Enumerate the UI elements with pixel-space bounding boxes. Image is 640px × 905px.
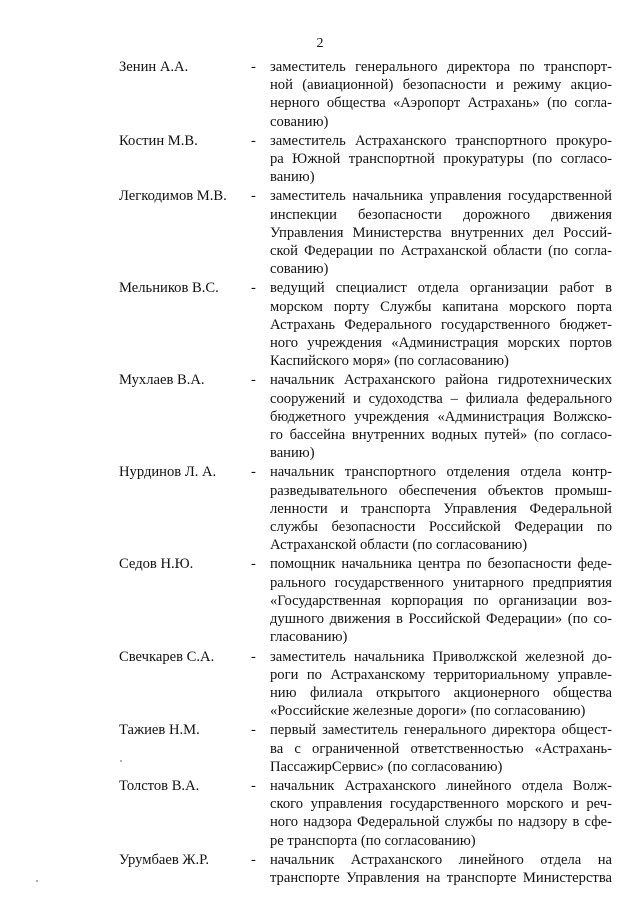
position-line: ской Федерации по Астраханской области (по согла-: [270, 243, 612, 260]
member-entry: [0, 187, 640, 278]
position-line: заместитель начальника управления государственной: [270, 188, 612, 205]
member-position: [270, 851, 612, 887]
position-line: начальник Астраханского линейного отдела Волж-: [270, 777, 612, 794]
position-line: «Российские железные дороги» (по согласованию): [270, 703, 586, 720]
position-line: сооружений и судоходства – филиала федерального: [270, 390, 612, 407]
member-name: Тажиев Н.М.: [119, 722, 200, 739]
position-line: ра Южной транспортной прокуратуры (по согласо-: [270, 151, 612, 168]
member-name: Мельников В.С.: [119, 280, 219, 297]
position-line: гласованию): [270, 629, 348, 646]
position-line: ванию): [270, 169, 315, 186]
position-line: заместитель Астраханского транспортного прокуро-: [270, 132, 612, 149]
position-line: начальник Астраханского линейного отдела на: [270, 851, 612, 868]
separator-dash: -: [251, 59, 256, 75]
member-list: [0, 58, 640, 888]
separator-dash: -: [251, 722, 256, 739]
member-name: Легкодимов М.В.: [119, 188, 227, 205]
member-entry: [0, 371, 640, 462]
member-position: [270, 132, 612, 187]
position-line: Каспийского моря» (по согласованию): [270, 353, 509, 370]
position-line: ленности и транспорта Управления Федеральной: [270, 500, 612, 517]
position-line: разведывательного обеспечения объектов промыш-: [270, 482, 612, 499]
position-line: душного движения в Российской Федерации» (по со-: [270, 611, 612, 628]
separator-dash: -: [251, 372, 256, 389]
position-line: бюджетного учреждения «Администрация Волжско-: [270, 408, 612, 425]
member-entry: [0, 648, 640, 721]
separator-dash: -: [251, 851, 256, 868]
position-line: ного учреждения «Администрация морских портов: [270, 335, 612, 352]
position-line: сованию): [270, 113, 329, 130]
position-line: инспекции безопасности дорожного движения: [270, 206, 612, 223]
position-line: ва с ограниченной ответственностью «Астрахань-: [270, 740, 612, 757]
member-entry: [0, 58, 640, 131]
separator-dash: -: [251, 648, 256, 665]
member-name: Толстов В.А.: [119, 777, 200, 794]
member-name: Костин М.В.: [119, 132, 198, 149]
member-name: Свечкарев С.А.: [119, 648, 215, 665]
position-line: начальник Астраханского района гидротехнических: [270, 372, 612, 389]
position-line: Управления Министерства внутренних дел Россий-: [270, 224, 612, 241]
position-line: рального государственного унитарного предприятия: [270, 574, 612, 591]
position-line: морском порту Службы капитана морского порта: [270, 298, 612, 315]
member-entry: [0, 132, 640, 187]
member-name: Урумбаев Ж.Р.: [119, 851, 210, 868]
separator-dash: -: [251, 777, 256, 794]
position-line: нерного общества «Аэропорт Астрахань» (по согла-: [270, 95, 612, 112]
member-entry: [0, 851, 640, 887]
separator-dash: -: [251, 132, 256, 149]
position-line: нию филиала открытого акционерного общества: [270, 684, 612, 701]
member-name: Седов Н.Ю.: [119, 556, 194, 573]
position-line: ПассажирСервис» (по согласованию): [270, 758, 503, 775]
position-line: ного надзора Федеральной службы по надзору в сфе-: [270, 814, 612, 831]
member-position: [270, 463, 612, 554]
position-line: ведущий специалист отдела организации работ в: [270, 280, 612, 297]
member-position: [270, 279, 612, 370]
member-position: [270, 58, 612, 131]
position-line: заместитель начальника Приволжской железной до-: [270, 648, 612, 665]
page-number: 2: [316, 36, 324, 51]
position-line: ре транспорта (по согласованию): [270, 832, 476, 849]
member-position: [270, 187, 612, 278]
member-entry: [0, 463, 640, 554]
position-line: Астрахань Федерального государственного бюджет-: [270, 316, 612, 333]
scan-speck: [120, 760, 122, 762]
position-line: ского управления государственного морского и реч-: [270, 796, 612, 813]
position-line: помощник начальника центра по безопасности феде-: [270, 556, 612, 573]
position-line: ванию): [270, 445, 315, 462]
position-line: го бассейна внутренних водных путей» (по согласо-: [270, 427, 612, 444]
separator-dash: -: [251, 280, 256, 297]
member-name: Зенин А.А.: [119, 59, 189, 75]
member-entry: [0, 555, 640, 646]
position-line: службы безопасности Российской Федерации по: [270, 519, 612, 536]
separator-dash: -: [251, 464, 256, 481]
position-line: ной (авиационной) безопасности и режиму акцио-: [270, 77, 612, 94]
separator-dash: -: [251, 556, 256, 573]
member-position: [270, 371, 612, 462]
member-entry: [0, 721, 640, 776]
position-line: транспорте Управления на транспорте Министерства: [270, 869, 612, 886]
position-line: Астраханской области (по согласованию): [270, 537, 528, 554]
member-position: [270, 555, 612, 646]
position-line: первый заместитель генерального директора общест-: [270, 722, 612, 739]
position-line: заместитель генерального директора по транспорт-: [270, 59, 612, 75]
member-entry: [0, 279, 640, 370]
position-line: сованию): [270, 261, 329, 278]
scan-speck: [36, 880, 38, 882]
position-line: начальник транспортного отделения отдела контр-: [270, 464, 612, 481]
position-line: «Государственная корпорация по организации воз-: [270, 592, 612, 609]
position-line: роги по Астраханскому территориальному управле-: [270, 666, 612, 683]
member-position: [270, 648, 612, 721]
member-position: [270, 777, 612, 850]
member-name: Мухлаев В.А.: [119, 372, 205, 389]
member-entry: [0, 777, 640, 850]
member-position: [270, 721, 612, 776]
separator-dash: -: [251, 188, 256, 205]
member-name: Нурдинов Л. А.: [119, 464, 217, 481]
